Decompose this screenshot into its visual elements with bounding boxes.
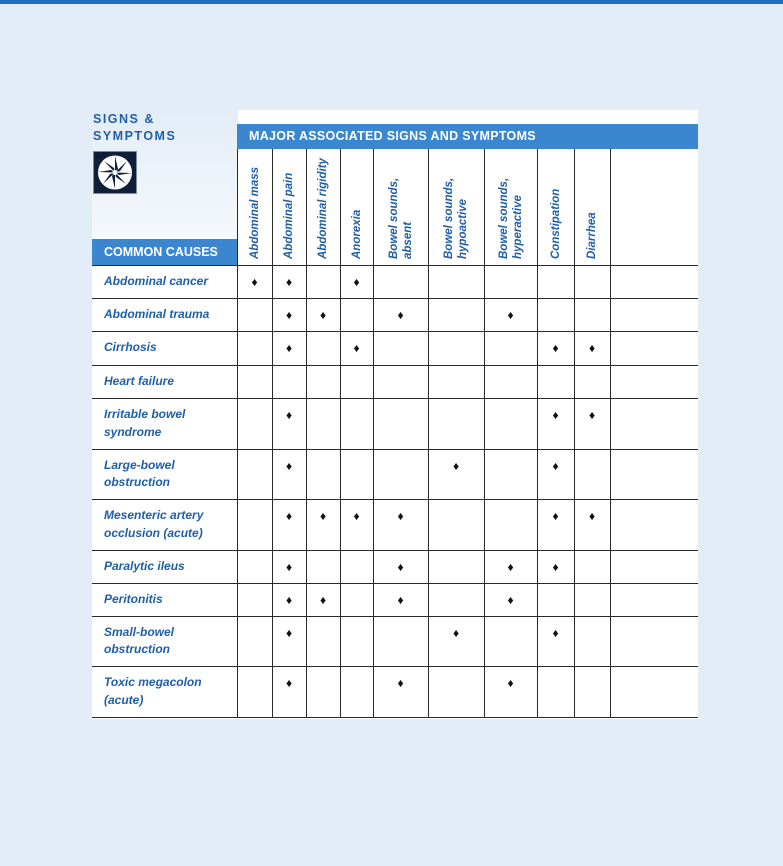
cause-label-line: Peritonitis (104, 591, 163, 606)
column-header-line: Diarrhea (586, 212, 598, 259)
association-mark: ♦ (507, 676, 514, 690)
column-header-line: Bowel sounds, (443, 177, 455, 259)
column-header-line: hypoactive (457, 198, 469, 259)
association-mark: ♦ (552, 509, 559, 523)
column-header-line: Constipation (549, 188, 562, 259)
column-header-line: absent (401, 221, 414, 259)
association-mark: ♦ (285, 408, 293, 422)
cause-label-line: Small-bowel (104, 624, 175, 639)
association-mark: ♦ (397, 592, 404, 607)
association-mark: ♦ (397, 509, 404, 523)
association-mark: ♦ (285, 676, 293, 690)
association-mark: ♦ (552, 408, 559, 422)
association-mark: ♦ (319, 509, 327, 523)
cause-label-line: Mesenteric artery (104, 508, 204, 522)
association-mark: ♦ (397, 307, 404, 322)
association-mark: ♦ (319, 307, 327, 322)
cause-label-line: Abdominal trauma (104, 306, 210, 321)
association-mark: ♦ (552, 341, 559, 355)
association-mark: ♦ (507, 559, 514, 574)
major-signs-banner: MAJOR ASSOCIATED SIGNS AND SYMPTOMS (237, 124, 698, 149)
association-mark: ♦ (507, 307, 514, 322)
association-mark: ♦ (285, 559, 293, 574)
association-mark: ♦ (552, 559, 559, 574)
common-causes-header: COMMON CAUSES (92, 239, 237, 265)
cause-label-line: Toxic megacolon (104, 675, 202, 689)
association-mark: ♦ (285, 509, 293, 523)
column-header-line: Abdominal rigidity (317, 158, 329, 259)
association-mark: ♦ (353, 341, 360, 355)
association-mark: ♦ (552, 626, 559, 640)
association-mark: ♦ (588, 408, 596, 422)
association-mark: ♦ (251, 274, 258, 289)
association-mark: ♦ (397, 559, 404, 574)
association-mark: ♦ (452, 459, 460, 473)
association-mark: ♦ (285, 626, 293, 640)
title-line: SYMPTOMS (93, 129, 177, 143)
association-mark: ♦ (452, 626, 460, 640)
cause-label-line: Irritable bowel (104, 407, 186, 421)
cause-label-line: Paralytic ileus (104, 558, 185, 573)
association-mark: ♦ (588, 341, 596, 355)
association-mark: ♦ (552, 459, 559, 473)
cause-label-line: Large-bowel (104, 457, 175, 472)
association-mark: ♦ (285, 274, 293, 289)
cause-label-line: obstruction (104, 642, 170, 656)
column-header-line: Abdominal mass (248, 166, 261, 259)
cause-label-line: syndrome (104, 424, 162, 439)
association-mark: ♦ (285, 459, 293, 473)
column-header-line: Anorexia (350, 209, 363, 259)
association-mark: ♦ (507, 592, 514, 607)
association-mark: ♦ (353, 509, 360, 523)
cause-label-line: obstruction (104, 475, 170, 489)
cause-label-line: Abdominal cancer (104, 273, 209, 288)
association-mark: ♦ (319, 592, 327, 607)
column-header-line: Bowel sounds, (387, 177, 400, 259)
cause-label-line: occlusion (acute) (104, 525, 203, 540)
column-header-line: Bowel sounds, (497, 177, 510, 259)
cause-label-line: (acute) (104, 692, 144, 707)
association-mark: ♦ (353, 274, 360, 289)
cause-label-line: Cirrhosis (104, 340, 157, 355)
title-line: SIGNS & (93, 112, 155, 126)
association-mark: ♦ (588, 509, 596, 523)
association-mark: ♦ (285, 307, 293, 322)
column-header-line: Abdominal pain (283, 172, 295, 259)
association-mark: ♦ (397, 676, 404, 690)
cause-label-line: Heart failure (104, 373, 175, 388)
column-header-line: hyperactive (511, 195, 524, 259)
association-mark: ♦ (285, 341, 293, 355)
association-mark: ♦ (285, 592, 293, 607)
